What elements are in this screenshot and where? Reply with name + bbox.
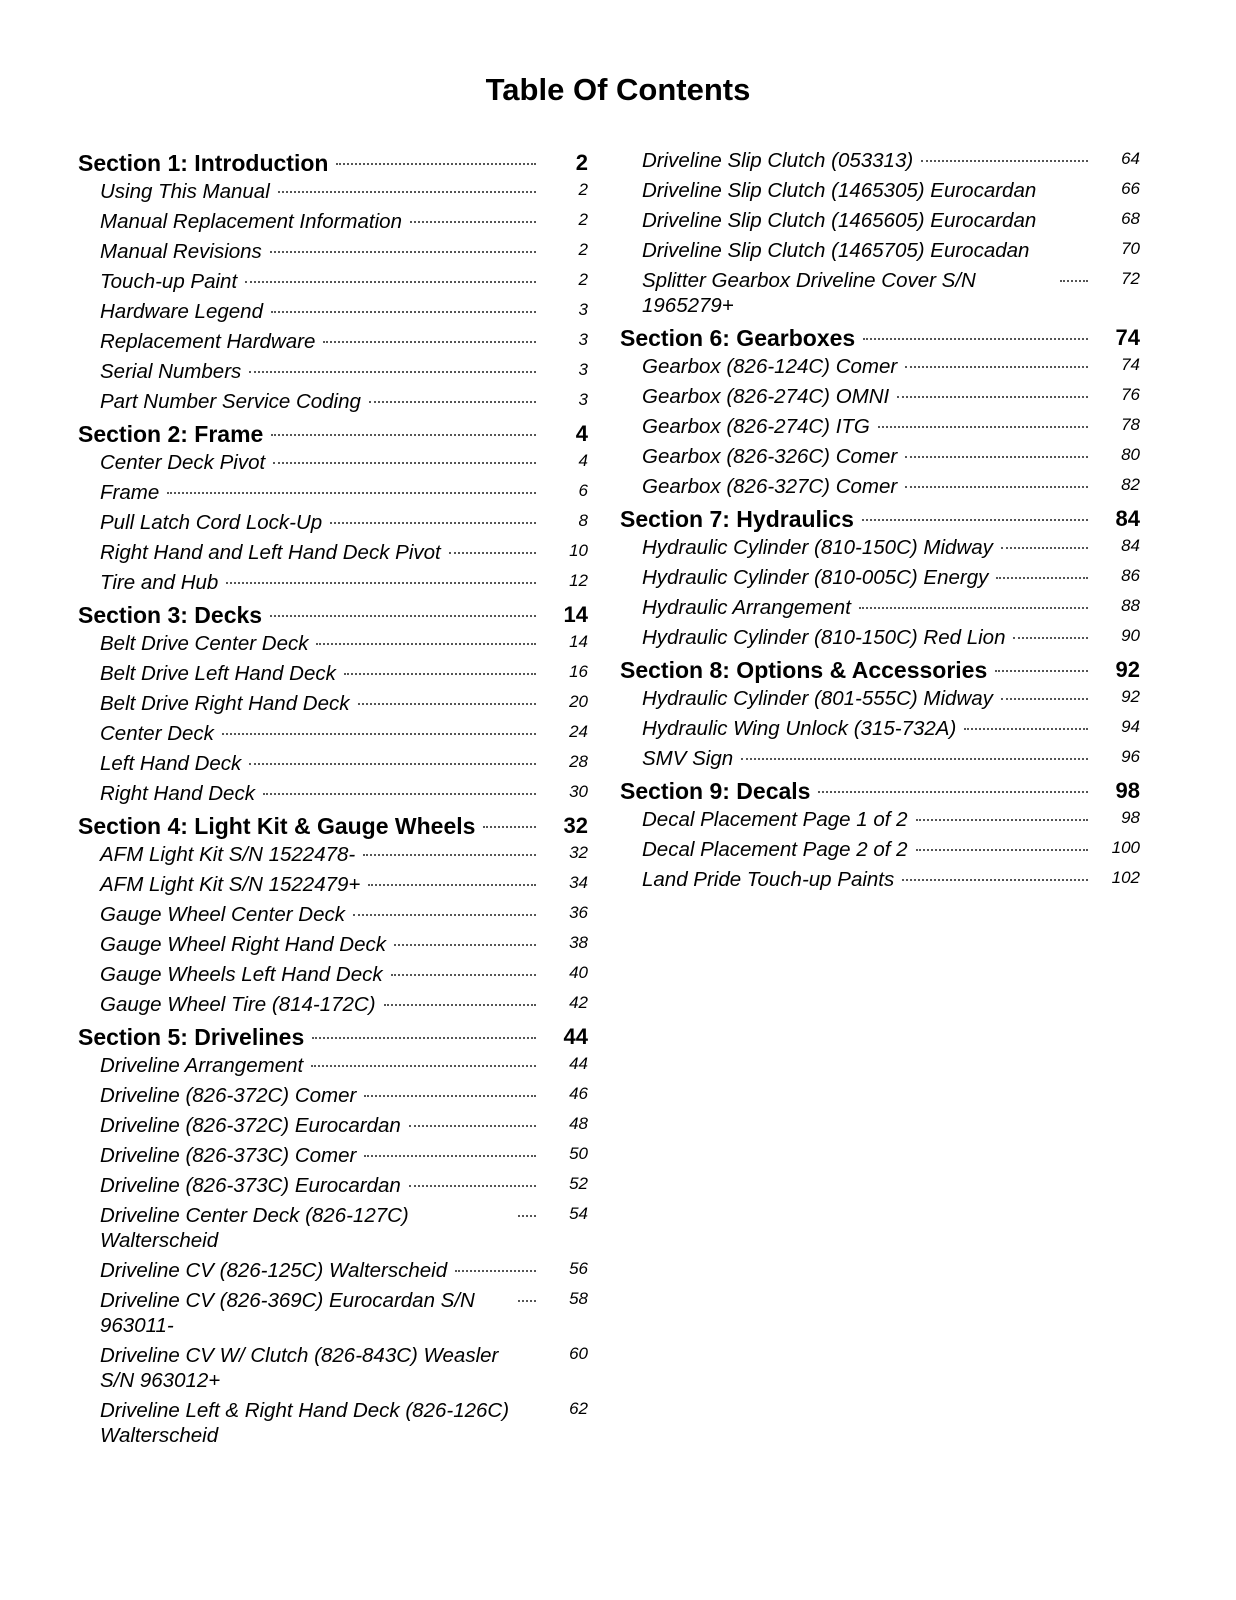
entry-title: Hydraulic Wing Unlock (315-732A) <box>642 717 957 740</box>
page-number: 2 <box>578 210 588 229</box>
page-number: 12 <box>569 571 588 590</box>
dot-leader <box>270 241 536 253</box>
entry-title: SMV Sign <box>642 747 734 770</box>
entry-title: Right Hand Deck <box>100 782 255 805</box>
entry-title: Hydraulic Arrangement <box>642 596 851 619</box>
page-number: 44 <box>563 1024 588 1049</box>
page-number: 102 <box>1111 868 1140 887</box>
toc-entry-belt-drive-center-deck[interactable] <box>78 631 588 661</box>
dot-leader <box>905 476 1088 488</box>
page-number: 28 <box>569 752 588 771</box>
entry-title: Hydraulic Cylinder (801-555C) Midway <box>642 687 993 710</box>
toc-section-section-4-light-kit-gauge-wheels[interactable] <box>78 811 588 842</box>
page-number: 3 <box>578 360 588 379</box>
entry-title: Hydraulic Cylinder (810-005C) Energy <box>642 566 989 589</box>
entry-title: Belt Drive Center Deck <box>100 632 309 655</box>
toc-entry-driveline-center-deck-826-127c-walterscheid[interactable] <box>78 1203 588 1258</box>
toc-entry-hardware-legend[interactable] <box>78 299 588 329</box>
dot-leader <box>518 1345 536 1357</box>
entry-title: Hydraulic Cylinder (810-150C) Red Lion <box>642 626 1006 649</box>
dot-leader <box>394 934 536 946</box>
toc-entry-driveline-826-372c-comer[interactable] <box>78 1083 588 1113</box>
dot-leader <box>916 809 1088 821</box>
toc-entry-gauge-wheel-tire-814-172c[interactable] <box>78 992 588 1022</box>
toc-entry-touch-up-paint[interactable] <box>78 269 588 299</box>
page-number: 32 <box>569 843 588 862</box>
dot-leader <box>995 660 1088 672</box>
dot-leader <box>364 1145 536 1157</box>
dot-leader <box>1001 688 1088 700</box>
toc-entry-driveline-cv-826-369c-eurocardan-s-n-963011[interactable] <box>78 1288 588 1343</box>
entry-title: Driveline (826-373C) Comer <box>100 1144 357 1167</box>
toc-entry-serial-numbers[interactable] <box>78 359 588 389</box>
dot-leader <box>271 301 536 313</box>
entry-title: Driveline Arrangement <box>100 1054 304 1077</box>
entry-title: Driveline (826-373C) Eurocardan <box>100 1174 401 1197</box>
page-number: 72 <box>1121 269 1140 288</box>
dot-leader <box>518 1290 536 1302</box>
entry-title: Touch-up Paint <box>100 270 238 293</box>
dot-leader <box>518 1205 536 1217</box>
dot-leader <box>996 567 1088 579</box>
page-number: 3 <box>578 300 588 319</box>
entry-title: Hydraulic Cylinder (810-150C) Midway <box>642 536 993 559</box>
entry-title: Splitter Gearbox Driveline Cover S/N 1965279+ <box>642 269 976 317</box>
entry-title: Driveline Center Deck (826-127C) Walterscheid <box>100 1204 409 1252</box>
entry-title: Gauge Wheel Right Hand Deck <box>100 933 387 956</box>
page-number: 88 <box>1121 596 1140 615</box>
page-number: 76 <box>1121 385 1140 404</box>
section-title: Section 6: Gearboxes <box>620 325 856 351</box>
dot-leader <box>344 663 536 675</box>
toc-left-column <box>78 148 588 1453</box>
toc-entry-manual-revisions[interactable] <box>78 239 588 269</box>
toc-section-section-9-decals[interactable] <box>620 776 1140 807</box>
toc-entry-using-this-manual[interactable] <box>78 179 588 209</box>
dot-leader <box>1013 627 1088 639</box>
entry-title: Driveline Slip Clutch (1465305) Eurocardan <box>642 179 1037 202</box>
page-number: 48 <box>569 1114 588 1133</box>
page-number: 2 <box>578 270 588 289</box>
toc-entry-belt-drive-right-hand-deck[interactable] <box>78 691 588 721</box>
dot-leader <box>364 1085 536 1097</box>
dot-leader <box>226 572 536 584</box>
dot-leader <box>363 844 536 856</box>
entry-title: Gearbox (826-326C) Comer <box>642 445 898 468</box>
dot-leader <box>384 994 536 1006</box>
entry-title: Manual Revisions <box>100 240 262 263</box>
toc-section-section-1-introduction[interactable] <box>78 148 588 179</box>
page-number: 44 <box>569 1054 588 1073</box>
toc-section-section-5-drivelines[interactable] <box>78 1022 588 1053</box>
toc-entry-driveline-slip-clutch-053313[interactable] <box>620 148 1140 178</box>
entry-title: Serial Numbers <box>100 360 242 383</box>
page-number: 98 <box>1121 808 1140 827</box>
dot-leader <box>278 181 536 193</box>
entry-title: Driveline CV (826-369C) Eurocardan S/N 963011- <box>100 1289 475 1337</box>
page-number: 66 <box>1121 179 1140 198</box>
entry-title: Driveline Left & Right Hand Deck (826-126C) Walterscheid <box>100 1399 510 1447</box>
entry-title: Tire and Hub <box>100 571 219 594</box>
page-number: 2 <box>578 240 588 259</box>
toc-entry-driveline-slip-clutch-1465305-eurocardan[interactable] <box>620 178 1140 208</box>
toc-entry-gauge-wheel-right-hand-deck[interactable] <box>78 932 588 962</box>
dot-leader <box>862 509 1088 521</box>
page-number: 80 <box>1121 445 1140 464</box>
dot-leader <box>270 605 536 617</box>
page-number: 34 <box>569 873 588 892</box>
toc-entry-driveline-cv-826-125c-walterscheid[interactable] <box>78 1258 588 1288</box>
page-number: 38 <box>569 933 588 952</box>
dot-leader <box>167 482 536 494</box>
toc-entry-gauge-wheels-left-hand-deck[interactable] <box>78 962 588 992</box>
entry-title: Gearbox (826-274C) OMNI <box>642 385 890 408</box>
toc-entry-gearbox-826-327c-comer[interactable] <box>620 474 1140 504</box>
toc-entry-hydraulic-cylinder-810-150c-red-lion[interactable] <box>620 625 1140 655</box>
dot-leader <box>368 874 536 886</box>
page-number: 32 <box>563 813 588 838</box>
dot-leader <box>410 211 536 223</box>
entry-title: Gauge Wheels Left Hand Deck <box>100 963 383 986</box>
entry-title: Driveline Slip Clutch (1465605) Eurocardan <box>642 209 1037 232</box>
section-title: Section 7: Hydraulics <box>620 506 854 532</box>
toc-entry-center-deck-pivot[interactable] <box>78 450 588 480</box>
toc-entry-driveline-slip-clutch-1465705-eurocadan[interactable] <box>620 238 1140 268</box>
dot-leader <box>878 416 1088 428</box>
page-number: 92 <box>1115 657 1140 682</box>
page-number: 70 <box>1121 239 1140 258</box>
section-title: Section 8: Options & Accessories <box>620 657 988 683</box>
dot-leader <box>358 693 536 705</box>
entry-title: Manual Replacement Information <box>100 210 402 233</box>
page-number: 30 <box>569 782 588 801</box>
page-number: 86 <box>1121 566 1140 585</box>
page-number: 100 <box>1111 838 1140 857</box>
page-number: 60 <box>569 1344 588 1363</box>
entry-title: Gearbox (826-274C) ITG <box>642 415 870 438</box>
page-number: 96 <box>1121 747 1140 766</box>
section-title: Section 9: Decals <box>620 778 811 804</box>
toc-section-section-2-frame[interactable] <box>78 419 588 450</box>
toc-entry-driveline-left-right-hand-deck-826-126c-walterscheid[interactable] <box>78 1398 588 1453</box>
page-number: 14 <box>563 602 588 627</box>
entry-title: Decal Placement Page 2 of 2 <box>642 838 908 861</box>
page-number: 14 <box>569 632 588 651</box>
toc-section-section-3-decks[interactable] <box>78 600 588 631</box>
entry-title: Gauge Wheel Center Deck <box>100 903 345 926</box>
dot-leader <box>316 633 536 645</box>
dot-leader <box>902 869 1088 881</box>
toc-entry-replacement-hardware[interactable] <box>78 329 588 359</box>
toc-entry-hydraulic-wing-unlock-315-732a[interactable] <box>620 716 1140 746</box>
page-number: 42 <box>569 993 588 1012</box>
page-number: 58 <box>569 1289 588 1308</box>
toc-right-column <box>620 148 1140 897</box>
dot-leader <box>323 331 536 343</box>
page-number: 46 <box>569 1084 588 1103</box>
entry-title: Using This Manual <box>100 180 270 203</box>
page-number: 74 <box>1121 355 1140 374</box>
entry-title: Center Deck <box>100 722 214 745</box>
page-number: 54 <box>569 1204 588 1223</box>
entry-title: Driveline (826-372C) Eurocardan <box>100 1114 401 1137</box>
page-number: 98 <box>1115 778 1140 803</box>
page-number: 52 <box>569 1174 588 1193</box>
page-number: 2 <box>575 150 588 175</box>
entry-title: Left Hand Deck <box>100 752 242 775</box>
toc-entry-right-hand-deck[interactable] <box>78 781 588 811</box>
toc-entry-center-deck[interactable] <box>78 721 588 751</box>
page-number: 20 <box>569 692 588 711</box>
page-number: 92 <box>1121 687 1140 706</box>
toc-section-section-8-options-accessories[interactable] <box>620 655 1140 686</box>
dot-leader <box>863 328 1088 340</box>
dot-leader <box>1044 180 1088 192</box>
dot-leader <box>391 964 536 976</box>
dot-leader <box>964 718 1088 730</box>
dot-leader <box>353 904 536 916</box>
page-number: 62 <box>569 1399 588 1418</box>
page-number: 82 <box>1121 475 1140 494</box>
page-number: 6 <box>578 481 588 500</box>
toc-entry-frame[interactable] <box>78 480 588 510</box>
dot-leader <box>369 391 536 403</box>
toc-entry-smv-sign[interactable] <box>620 746 1140 776</box>
entry-title: Driveline Slip Clutch (053313) <box>642 149 914 172</box>
toc-entry-land-pride-touch-up-paints[interactable] <box>620 867 1140 897</box>
toc-entry-gearbox-826-274c-omni[interactable] <box>620 384 1140 414</box>
page-number: 78 <box>1121 415 1140 434</box>
toc-entry-hydraulic-cylinder-810-150c-midway[interactable] <box>620 535 1140 565</box>
toc-entry-gearbox-826-326c-comer[interactable] <box>620 444 1140 474</box>
page-number: 3 <box>578 330 588 349</box>
entry-title: Gearbox (826-124C) Comer <box>642 355 898 378</box>
page-number: 40 <box>569 963 588 982</box>
section-title: Section 4: Light Kit & Gauge Wheels <box>78 813 476 839</box>
entry-title: Frame <box>100 481 160 504</box>
toc-entry-driveline-arrangement[interactable] <box>78 1053 588 1083</box>
page-number: 68 <box>1121 209 1140 228</box>
toc-entry-manual-replacement-information[interactable] <box>78 209 588 239</box>
toc-entry-gearbox-826-124c-comer[interactable] <box>620 354 1140 384</box>
page-number: 90 <box>1121 626 1140 645</box>
entry-title: Center Deck Pivot <box>100 451 266 474</box>
toc-entry-splitter-gearbox-driveline-cover-s-n-1965279[interactable] <box>620 268 1140 323</box>
toc-entry-driveline-slip-clutch-1465605-eurocardan[interactable] <box>620 208 1140 238</box>
toc-entry-driveline-826-373c-comer[interactable] <box>78 1143 588 1173</box>
page-number: 2 <box>578 180 588 199</box>
page-number: 10 <box>569 541 588 560</box>
toc-entry-belt-drive-left-hand-deck[interactable] <box>78 661 588 691</box>
toc-entry-hydraulic-arrangement[interactable] <box>620 595 1140 625</box>
page-number: 8 <box>578 511 588 530</box>
toc-entry-driveline-826-372c-eurocardan[interactable] <box>78 1113 588 1143</box>
toc-entry-hydraulic-cylinder-810-005c-energy[interactable] <box>620 565 1140 595</box>
toc-entry-driveline-826-373c-eurocardan[interactable] <box>78 1173 588 1203</box>
section-title: Section 1: Introduction <box>78 150 329 176</box>
dot-leader <box>921 150 1088 162</box>
entry-title: Right Hand and Left Hand Deck Pivot <box>100 541 441 564</box>
dot-leader <box>1044 210 1088 222</box>
dot-leader <box>905 356 1088 368</box>
page-title: Table Of Contents <box>485 72 751 107</box>
page-number: 4 <box>578 451 588 470</box>
section-title: Section 2: Frame <box>78 421 264 447</box>
dot-leader <box>518 1400 536 1412</box>
toc-entry-tire-and-hub[interactable] <box>78 570 588 600</box>
dot-leader <box>336 153 536 165</box>
dot-leader <box>449 542 536 554</box>
entry-title: Hardware Legend <box>100 300 263 323</box>
entry-title: Gauge Wheel Tire (814-172C) <box>100 993 376 1016</box>
toc-entry-decal-placement-page-2-of-2[interactable] <box>620 837 1140 867</box>
page-number: 24 <box>569 722 588 741</box>
dot-leader <box>916 839 1088 851</box>
dot-leader <box>409 1115 536 1127</box>
toc-entry-decal-placement-page-1-of-2[interactable] <box>620 807 1140 837</box>
page-number: 84 <box>1115 506 1140 531</box>
page-number: 4 <box>575 421 588 446</box>
entry-title: AFM Light Kit S/N 1522479+ <box>100 873 361 896</box>
dot-leader <box>455 1260 536 1272</box>
dot-leader <box>330 512 536 524</box>
dot-leader <box>312 1027 536 1039</box>
dot-leader <box>222 723 536 735</box>
dot-leader <box>1001 537 1088 549</box>
entry-title: Belt Drive Right Hand Deck <box>100 692 350 715</box>
dot-leader <box>1037 240 1088 252</box>
dot-leader <box>409 1175 536 1187</box>
dot-leader <box>483 816 536 828</box>
page-number: 56 <box>569 1259 588 1278</box>
dot-leader <box>311 1055 536 1067</box>
toc-entry-part-number-service-coding[interactable] <box>78 389 588 419</box>
page-number: 94 <box>1121 717 1140 736</box>
dot-leader <box>897 386 1088 398</box>
page-number: 16 <box>569 662 588 681</box>
toc-entry-afm-light-kit-s-n-1522478[interactable] <box>78 842 588 872</box>
section-title: Section 5: Drivelines <box>78 1024 305 1050</box>
toc-entry-pull-latch-cord-lock-up[interactable] <box>78 510 588 540</box>
dot-leader <box>263 783 536 795</box>
dot-leader <box>859 597 1088 609</box>
entry-title: Replacement Hardware <box>100 330 316 353</box>
entry-title: Driveline CV (826-125C) Walterscheid <box>100 1259 448 1282</box>
dot-leader <box>741 748 1088 760</box>
entry-title: Driveline (826-372C) Comer <box>100 1084 357 1107</box>
entry-title: Decal Placement Page 1 of 2 <box>642 808 908 831</box>
entry-title: Belt Drive Left Hand Deck <box>100 662 336 685</box>
dot-leader <box>249 753 536 765</box>
page-number: 64 <box>1121 149 1140 168</box>
toc-section-section-6-gearboxes[interactable] <box>620 323 1140 354</box>
toc-entry-afm-light-kit-s-n-1522479[interactable] <box>78 872 588 902</box>
entry-title: Driveline Slip Clutch (1465705) Eurocadan <box>642 239 1030 262</box>
entry-title: Land Pride Touch-up Paints <box>642 868 895 891</box>
page-number: 50 <box>569 1144 588 1163</box>
toc-entry-driveline-cv-w-clutch-826-843c-weasler-s-n-963012[interactable] <box>78 1343 588 1398</box>
entry-title: Driveline CV W/ Clutch (826-843C) Weasler S/N 963012+ <box>100 1344 499 1392</box>
toc-entry-gearbox-826-274c-itg[interactable] <box>620 414 1140 444</box>
page-number: 3 <box>578 390 588 409</box>
page-number: 84 <box>1121 536 1140 555</box>
toc-entry-left-hand-deck[interactable] <box>78 751 588 781</box>
entry-title: Part Number Service Coding <box>100 390 361 413</box>
dot-leader <box>818 781 1088 793</box>
toc-entry-gauge-wheel-center-deck[interactable] <box>78 902 588 932</box>
toc-entry-hydraulic-cylinder-801-555c-midway[interactable] <box>620 686 1140 716</box>
dot-leader <box>1060 270 1088 282</box>
toc-entry-right-hand-and-left-hand-deck-pivot[interactable] <box>78 540 588 570</box>
dot-leader <box>273 452 536 464</box>
toc-section-section-7-hydraulics[interactable] <box>620 504 1140 535</box>
page-number: 36 <box>569 903 588 922</box>
dot-leader <box>245 271 536 283</box>
dot-leader <box>271 424 536 436</box>
entry-title: Pull Latch Cord Lock-Up <box>100 511 323 534</box>
entry-title: AFM Light Kit S/N 1522478- <box>100 843 356 866</box>
dot-leader <box>905 446 1088 458</box>
dot-leader <box>249 361 536 373</box>
page-number: 74 <box>1115 325 1140 350</box>
entry-title: Gearbox (826-327C) Comer <box>642 475 898 498</box>
section-title: Section 3: Decks <box>78 602 263 628</box>
